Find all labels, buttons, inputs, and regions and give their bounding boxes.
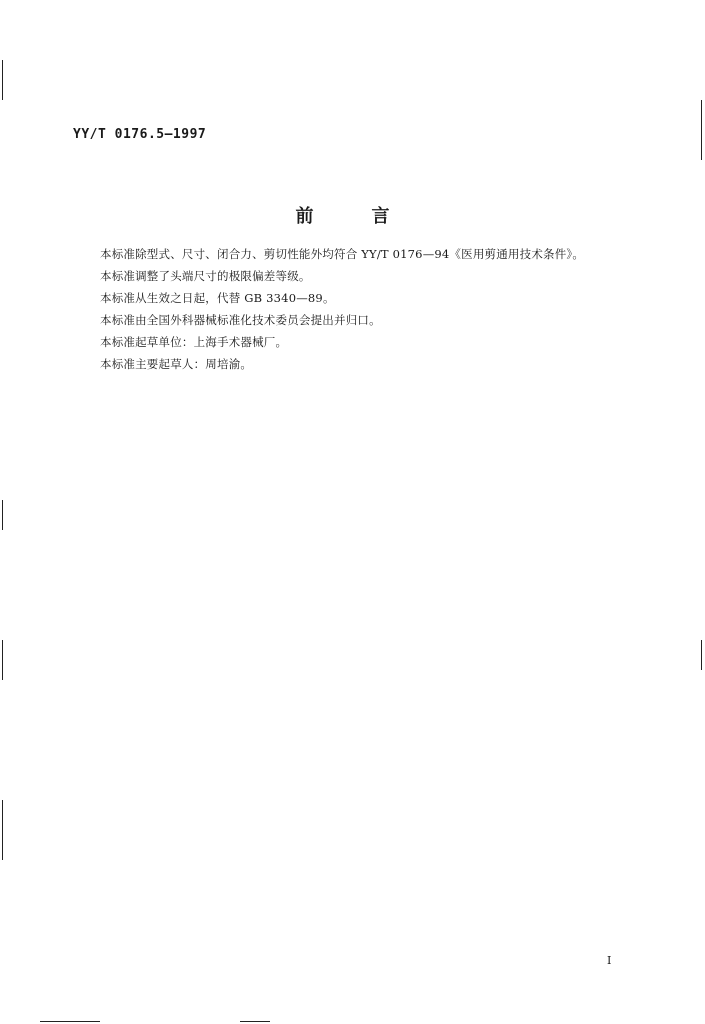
paragraph: 本标准主要起草人：周培渝。 [100, 357, 253, 371]
scan-edge-mark [2, 800, 3, 860]
paragraph: 本标准起草单位：上海手术器械厂。 [100, 335, 288, 349]
standard-code: YY/T 0176.5—1997 [73, 127, 207, 142]
foreword-body [100, 243, 640, 375]
paragraph: 本标准从生效之日起，代替 GB 3340—89。 [100, 291, 335, 305]
paragraph: 本标准调整了头端尺寸的极限偏差等级。 [100, 269, 311, 283]
scan-edge-mark [701, 640, 702, 670]
scan-edge-mark [2, 640, 3, 680]
page-title: 前言 [295, 206, 448, 227]
scan-edge-mark [2, 500, 3, 530]
scan-edge-mark [2, 60, 3, 100]
page-number: I [607, 954, 612, 967]
scan-edge-mark [240, 1021, 270, 1022]
paragraph: 本标准除型式、尺寸、闭合力、剪切性能外均符合 YY/T 0176—94《医用剪通用技术条件》。 [100, 247, 585, 261]
paragraph: 本标准由全国外科器械标准化技术委员会提出并归口。 [100, 313, 381, 327]
scan-edge-mark [701, 100, 702, 160]
scan-edge-mark [40, 1021, 100, 1022]
